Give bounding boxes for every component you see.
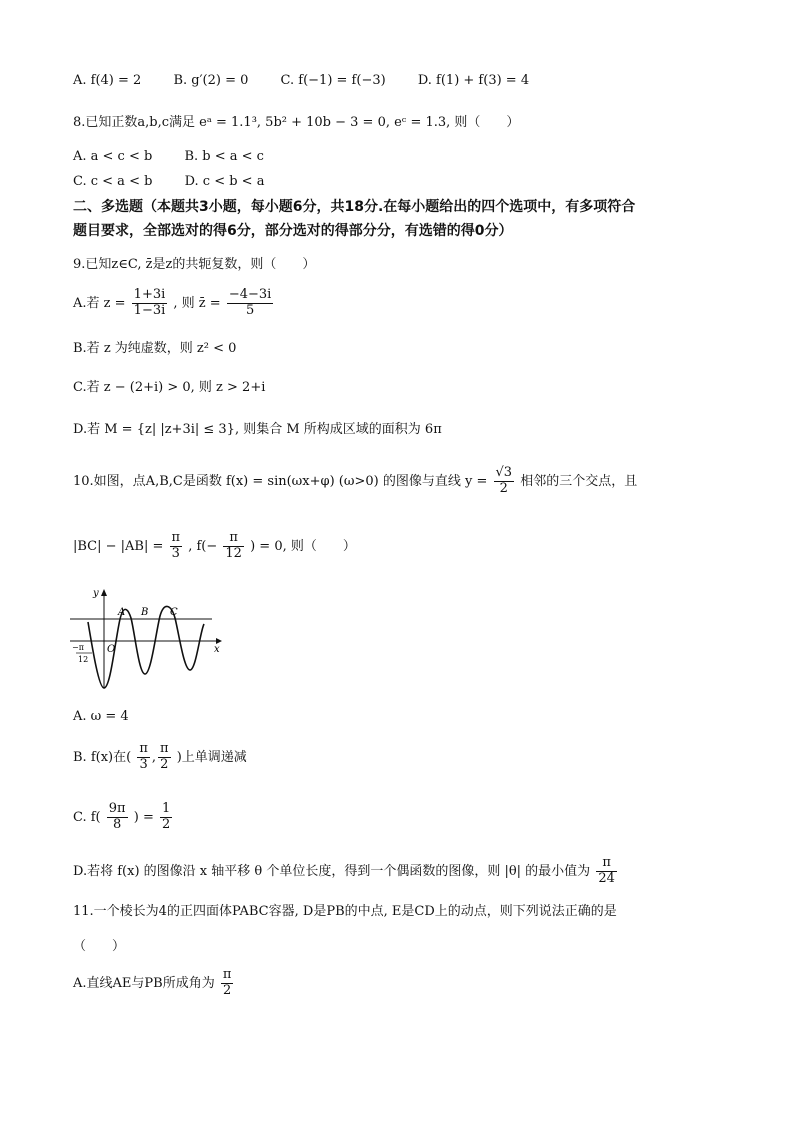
q9-a-mid: , 则 z̄ = <box>173 295 221 311</box>
q11-a-pre: A.直线AE与PB所成角为 <box>73 975 215 991</box>
graph-label-neg-pi: −π <box>72 643 84 652</box>
q10-cond-frac2 <box>223 531 244 562</box>
q8-options-row2 <box>73 175 292 188</box>
q8-option-b: B. b < a < c <box>184 149 264 164</box>
q10-d-pre: D.若将 f(x) 的图像沿 x 轴平移 θ 个单位长度，得到一个偶函数的图像，则 |θ| 的最小值为 <box>73 863 591 879</box>
q9-option-a <box>73 288 275 319</box>
q10-stem-post: 相邻的三个交点，且 <box>520 473 638 489</box>
q10-b-post: )上单调递减 <box>176 749 247 765</box>
q9-a-den2: 5 <box>245 302 255 318</box>
q7-option-c: C. f(−1) = f(−3) <box>280 73 386 88</box>
q10-cond-num1: π <box>171 530 181 545</box>
q10-d-d: 24 <box>598 870 615 886</box>
q11-stem: 11.一个棱长为4的正四面体PABC容器, D是PB的中点, E是CD上的动点，则下列说法正确的是 <box>73 904 617 919</box>
q7-options <box>73 74 557 87</box>
q7-option-a: A. f(4) = 2 <box>73 73 142 88</box>
q9-stem: 9.已知z∈C, z̄是z的共轭复数，则（ ） <box>73 257 316 272</box>
q10-sqrt-den: 2 <box>499 480 508 496</box>
q10-cond-frac1 <box>170 531 183 562</box>
q10-sqrt3-over-2 <box>494 466 515 497</box>
graph-label-c: C <box>170 607 178 618</box>
q10-c-n2: 1 <box>162 801 171 816</box>
sine-graph <box>66 584 226 694</box>
q10-b-n1: π <box>139 741 148 756</box>
q11-a-d: 2 <box>222 982 232 998</box>
q11-a-n: π <box>222 967 232 982</box>
q7-option-d: D. f(1) + f(3) = 4 <box>417 73 530 88</box>
q8-option-d: D. c < b < a <box>184 174 265 189</box>
y-axis-arrow <box>101 589 107 596</box>
q10-b-pre: B. f(x)在( <box>73 749 132 765</box>
q10-condition <box>73 531 356 562</box>
q10-option-c <box>73 802 174 833</box>
q10-c-pre: C. f( <box>73 809 101 825</box>
q10-cond-mid: , f(− <box>188 538 218 554</box>
q8-stem: 8.已知正数a,b,c满足 eᵃ = 1.1³, 5b² + 10b − 3 = 0, eᶜ = 1.3, 则（ ） <box>73 115 520 130</box>
q9-a-fraction1 <box>132 288 168 319</box>
q11-a-frac <box>221 968 234 999</box>
q10-b-d1: 3 <box>139 756 148 772</box>
section2-heading-line2: 题目要求，全部选对的得6分，部分选对的得部分分，有选错的得0分） <box>73 223 513 239</box>
q10-c-d2: 2 <box>162 816 171 832</box>
q9-a-fraction2 <box>227 288 274 319</box>
q9-option-d: D.若 M = {z| |z+3i| ≤ 3}, 则集合 M 所构成区域的面积为 6π <box>73 422 442 437</box>
q9-a-num1: 1+3i <box>133 287 166 302</box>
q7-option-b: B. g′(2) = 0 <box>173 73 249 88</box>
q8-option-c: C. c < a < b <box>73 174 153 189</box>
q10-b-d2: 2 <box>160 756 169 772</box>
q10-cond-num2: π <box>223 531 244 547</box>
graph-label-a: A <box>118 607 126 618</box>
graph-label-twelve: 12 <box>78 655 89 664</box>
q10-cond-post: ) = 0, 则（ ） <box>250 538 356 554</box>
q11-option-a <box>73 968 235 999</box>
q9-a-den1: 1−3i <box>133 302 166 318</box>
graph-label-y: y <box>93 588 99 599</box>
q10-c-frac1 <box>107 802 128 833</box>
q10-cond-den2: 12 <box>225 545 242 561</box>
q9-option-c: C.若 z − (2+i) > 0, 则 z > 2+i <box>73 380 266 395</box>
graph-label-b: B <box>141 607 149 618</box>
q10-cond-den1: 3 <box>171 545 180 561</box>
q10-d-n: π <box>596 856 617 872</box>
q10-stem <box>73 466 637 497</box>
q10-d-frac <box>596 856 617 887</box>
q11-paren: （ ） <box>73 939 126 954</box>
q10-option-a: A. ω = 4 <box>73 709 129 724</box>
q10-stem-pre: 10.如图，点A,B,C是函数 f(x) = sin(ωx+φ) (ω>0) 的图像与直线 y = <box>73 473 488 489</box>
q10-c-d: 8 <box>113 816 122 832</box>
q10-c-frac2 <box>160 802 172 833</box>
section2-heading-line1: 二、多选题（本题共3小题，每小题6分，共18分.在每小题给出的四个选项中，有多项符合 <box>73 199 636 215</box>
q10-option-d <box>73 856 619 887</box>
graph-label-x: x <box>214 644 220 655</box>
graph-label-origin: O <box>107 644 116 655</box>
q8-options-row1 <box>73 150 292 163</box>
q8-option-a: A. a < c < b <box>73 149 153 164</box>
q10-b-frac2 <box>158 742 171 773</box>
q9-a-prefix: A.若 z = <box>73 295 126 311</box>
q10-cond-pre: |BC| − |AB| = <box>73 538 164 554</box>
q10-b-frac1 <box>137 742 150 773</box>
q10-c-mid: ) = <box>133 809 154 825</box>
q10-sqrt-num: √3 <box>495 465 513 480</box>
q9-a-num2: −4−3i <box>228 287 272 302</box>
q10-b-n2: π <box>160 741 169 756</box>
q9-option-b: B.若 z 为纯虚数，则 z² < 0 <box>73 341 237 356</box>
q10-c-n: 9π <box>108 801 126 816</box>
q10-option-b: B. f(x)在( $\frac{\pi}{3}$ , $\frac{\pi}{2}$ )上单调递减 <box>73 741 247 772</box>
